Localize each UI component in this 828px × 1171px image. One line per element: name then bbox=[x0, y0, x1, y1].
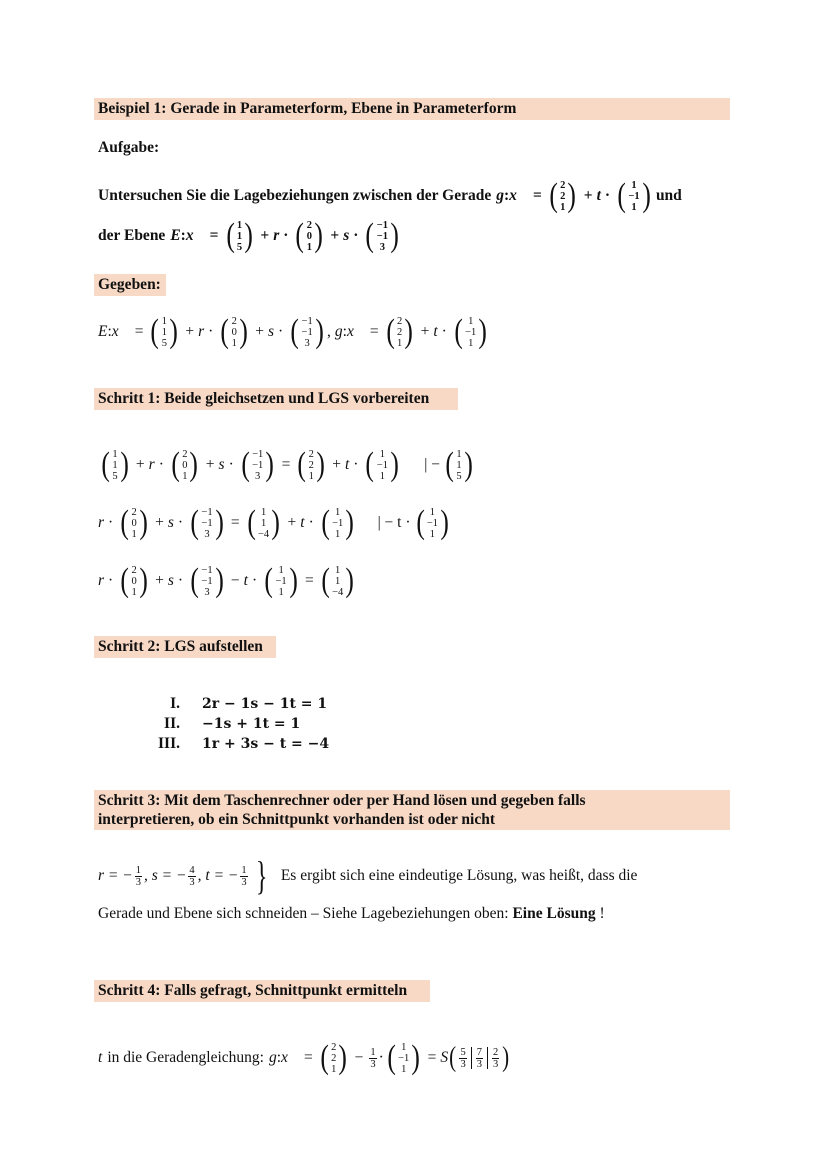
vector-g-dir: ( 1 −1 1 ) bbox=[321, 504, 355, 541]
vector-rhs: ( 1 1 −4 ) bbox=[321, 562, 355, 599]
vector-g-dir: ( 1 −1 1 ) bbox=[454, 313, 488, 350]
step3-title-line1: Schritt 3: Mit dem Taschenrechner oder per Hand lösen und gegeben falls bbox=[98, 792, 586, 809]
plane-symbol: E bbox=[98, 323, 108, 340]
section-title: Beispiel 1: Gerade in Parameterform, Ebene in Parameterform bbox=[98, 100, 517, 117]
vector-E-dir2: ( −1 −1 3 ) bbox=[365, 217, 399, 254]
lgs-row bbox=[140, 694, 329, 714]
given-equations bbox=[98, 312, 491, 352]
line-symbol: g bbox=[334, 323, 343, 340]
lgs-row-equation: −1s + 1t = 1 bbox=[202, 716, 301, 732]
step1-equation-3 bbox=[98, 560, 358, 602]
vector-g-support: ( 2 2 1 ) bbox=[320, 1039, 348, 1076]
vector-E-dir2: ( −1 −1 3 ) bbox=[190, 504, 224, 541]
param-r: r bbox=[98, 514, 105, 531]
vector-E-dir2: ( −1 −1 3 ) bbox=[241, 446, 275, 483]
param-t: t bbox=[344, 456, 350, 473]
given-label: Gegeben: bbox=[98, 276, 161, 293]
result-end: ! bbox=[599, 905, 605, 922]
param-r: r bbox=[198, 323, 205, 340]
vector-E-support: ( 1 1 5 ) bbox=[445, 446, 473, 483]
solution-s-label: , s = − bbox=[143, 867, 187, 884]
step3-title-line2: interpretieren, ob ein Schnittpunkt vorhanden ist oder nicht bbox=[98, 811, 496, 828]
result-text: Es ergibt sich eine eindeutige Lösung, was heißt, dass die bbox=[280, 867, 638, 884]
dot: · bbox=[208, 323, 214, 340]
vector-x: x⃗ bbox=[281, 1049, 300, 1066]
dot: · bbox=[108, 514, 114, 531]
intersection-point: ( $\frac{5}{3}$ $\frac{7}{3}$ $\frac{2}{3}$ ) bbox=[449, 1042, 510, 1073]
vector-E-support: ( 1 1 5 ) bbox=[150, 313, 178, 350]
lgs-table bbox=[140, 694, 329, 754]
vector-E-support: ( 1 1 5 ) bbox=[225, 217, 253, 254]
vector-E-dir1: ( 2 0 1 ) bbox=[120, 562, 148, 599]
param-s: s bbox=[268, 323, 275, 340]
param-t: t bbox=[596, 187, 601, 204]
vector-E-dir1: ( 2 0 1 ) bbox=[120, 504, 148, 541]
lgs-row-number: I. bbox=[170, 695, 180, 712]
dot: · bbox=[177, 514, 184, 531]
plane-symbol: E bbox=[170, 227, 181, 244]
param-t: t bbox=[300, 514, 305, 531]
equals: = bbox=[304, 572, 314, 589]
lgs-row-number: II. bbox=[164, 715, 180, 732]
solution-t-fraction: $\frac{1}{3}$ bbox=[241, 864, 247, 888]
coefficient-fraction: $\frac{1}{3}$ bbox=[370, 1046, 376, 1070]
plus: + bbox=[205, 456, 215, 473]
dot: · bbox=[308, 514, 314, 531]
vector-g-dir: ( 1 −1 1 ) bbox=[415, 504, 449, 541]
equals: = bbox=[427, 1049, 437, 1066]
plus: + bbox=[135, 456, 145, 473]
param-s: s bbox=[167, 514, 174, 531]
task-line-1 bbox=[98, 176, 682, 216]
equals: = bbox=[281, 456, 291, 473]
step4-title: Schritt 4: Falls gefragt, Schnittpunkt ermitteln bbox=[98, 982, 408, 999]
solution-t-label: , t = − bbox=[197, 867, 239, 884]
lgs-row bbox=[140, 714, 329, 734]
lgs-row-number: III. bbox=[158, 735, 180, 752]
lgs-row-equation: 1r + 3s − t = −4 bbox=[202, 736, 330, 752]
vector-E-dir1: ( 2 0 1 ) bbox=[171, 446, 199, 483]
step4-text: in die Geradengleichung: bbox=[107, 1049, 264, 1066]
param-s: s bbox=[167, 572, 174, 589]
vector-g-support: ( 2 2 1 ) bbox=[386, 313, 414, 350]
vector-x: x⃗ bbox=[111, 323, 131, 340]
equals: = bbox=[230, 514, 240, 531]
plus: + bbox=[420, 323, 430, 340]
line-symbol: g bbox=[268, 1049, 277, 1066]
point-x: $\frac{5}{3}$ bbox=[460, 1046, 466, 1070]
equals: = bbox=[369, 323, 379, 340]
vector-E-support: ( 1 1 5 ) bbox=[101, 446, 129, 483]
dot: · bbox=[177, 572, 184, 589]
equals: = bbox=[134, 323, 144, 340]
vector-E-dir1: ( 2 0 1 ) bbox=[220, 313, 248, 350]
vector-E-dir2: ( −1 −1 3 ) bbox=[190, 562, 224, 599]
vector-g-dir: ( 1 −1 1 ) bbox=[617, 177, 651, 214]
step3-result-line2 bbox=[98, 904, 605, 924]
vector-g-support: ( 2 2 1 ) bbox=[297, 446, 325, 483]
dot: · bbox=[283, 227, 289, 244]
vector-E-dir1: ( 2 0 1 ) bbox=[295, 217, 323, 254]
colon: : bbox=[503, 187, 510, 204]
dot: · bbox=[108, 572, 114, 589]
colon: : bbox=[180, 227, 186, 244]
point-z: $\frac{2}{3}$ bbox=[492, 1046, 499, 1070]
result-bold: Eine Lösung bbox=[512, 905, 596, 922]
dot: · bbox=[353, 456, 359, 473]
dot: · bbox=[278, 323, 284, 340]
plus: + bbox=[155, 514, 164, 531]
colon: : bbox=[107, 323, 112, 340]
param-t: t bbox=[98, 1049, 103, 1066]
point-y: $\frac{7}{3}$ bbox=[476, 1046, 482, 1070]
minus: − bbox=[354, 1049, 364, 1066]
dot: · bbox=[604, 187, 611, 204]
colon: : bbox=[276, 1049, 282, 1066]
task-label: Aufgabe: bbox=[98, 139, 160, 156]
step1-title: Schritt 1: Beide gleichsetzen und LGS vorbereiten bbox=[98, 390, 430, 407]
comma: , bbox=[327, 323, 331, 340]
plus: + bbox=[185, 323, 195, 340]
param-r: r bbox=[273, 227, 280, 244]
plus: + bbox=[287, 514, 297, 531]
param-t: t bbox=[433, 323, 438, 340]
equals: = bbox=[209, 227, 219, 244]
dot: · bbox=[158, 456, 164, 473]
vector-rhs: ( 1 1 −4 ) bbox=[247, 504, 281, 541]
plane-text: der Ebene bbox=[98, 227, 166, 244]
vector-x: x⃗ bbox=[185, 227, 206, 244]
plus: + bbox=[583, 187, 593, 204]
result-line2: Gerade und Ebene sich schneiden – Siehe Lagebeziehungen oben: bbox=[98, 905, 509, 922]
vector-g-dir: ( 1 −1 1 ) bbox=[365, 446, 399, 483]
task-text: Untersuchen Sie die Lagebeziehungen zwischen der Gerade bbox=[98, 187, 492, 204]
task-line-2 bbox=[98, 216, 402, 256]
step1-equation-1 bbox=[98, 444, 476, 486]
vector-x: x⃗ bbox=[346, 323, 366, 340]
plus: + bbox=[260, 227, 270, 244]
solution-s-fraction: $\frac{4}{3}$ bbox=[189, 864, 195, 888]
step2-title: Schritt 2: LGS aufstellen bbox=[98, 638, 263, 655]
solution-r-fraction: $\frac{1}{3}$ bbox=[135, 864, 141, 888]
param-s: s bbox=[218, 456, 225, 473]
operation-minus-t: | − t · bbox=[377, 514, 411, 531]
and-text: und bbox=[655, 187, 682, 204]
vector-g-dir: ( 1 −1 1 ) bbox=[264, 562, 298, 599]
solution-r-label: r = − bbox=[98, 867, 133, 884]
plus: + bbox=[332, 456, 341, 473]
step4-equation bbox=[98, 1036, 511, 1080]
param-r: r bbox=[148, 456, 155, 473]
equals: = bbox=[532, 187, 542, 204]
vector-g-dir: ( 1 −1 1 ) bbox=[387, 1039, 421, 1076]
vector-x: x⃗ bbox=[509, 187, 529, 204]
step3-solution bbox=[98, 850, 637, 902]
param-r: r bbox=[98, 572, 105, 589]
dot: · bbox=[228, 456, 234, 473]
minus: − bbox=[230, 572, 240, 589]
vector-g-support: ( 2 2 1 ) bbox=[549, 177, 577, 214]
operation-minus: | − bbox=[424, 456, 441, 473]
point-S: S bbox=[440, 1049, 449, 1066]
lgs-row bbox=[140, 734, 329, 754]
plus: + bbox=[155, 572, 164, 589]
colon: : bbox=[342, 323, 347, 340]
plus: + bbox=[330, 227, 340, 244]
dot: · bbox=[353, 227, 359, 244]
equals: = bbox=[303, 1049, 313, 1066]
right-brace: } bbox=[255, 853, 268, 898]
line-symbol: g bbox=[496, 187, 504, 204]
param-s: s bbox=[343, 227, 350, 244]
param-t: t bbox=[243, 572, 248, 589]
dot: · bbox=[251, 572, 258, 589]
vector-E-dir2: ( −1 −1 3 ) bbox=[290, 313, 324, 350]
dot: · bbox=[378, 1049, 384, 1066]
step1-equation-2 bbox=[98, 502, 452, 544]
plus: + bbox=[255, 323, 264, 340]
dot: · bbox=[441, 323, 447, 340]
lgs-row-equation: 2r − 1s − 1t = 1 bbox=[202, 696, 328, 712]
